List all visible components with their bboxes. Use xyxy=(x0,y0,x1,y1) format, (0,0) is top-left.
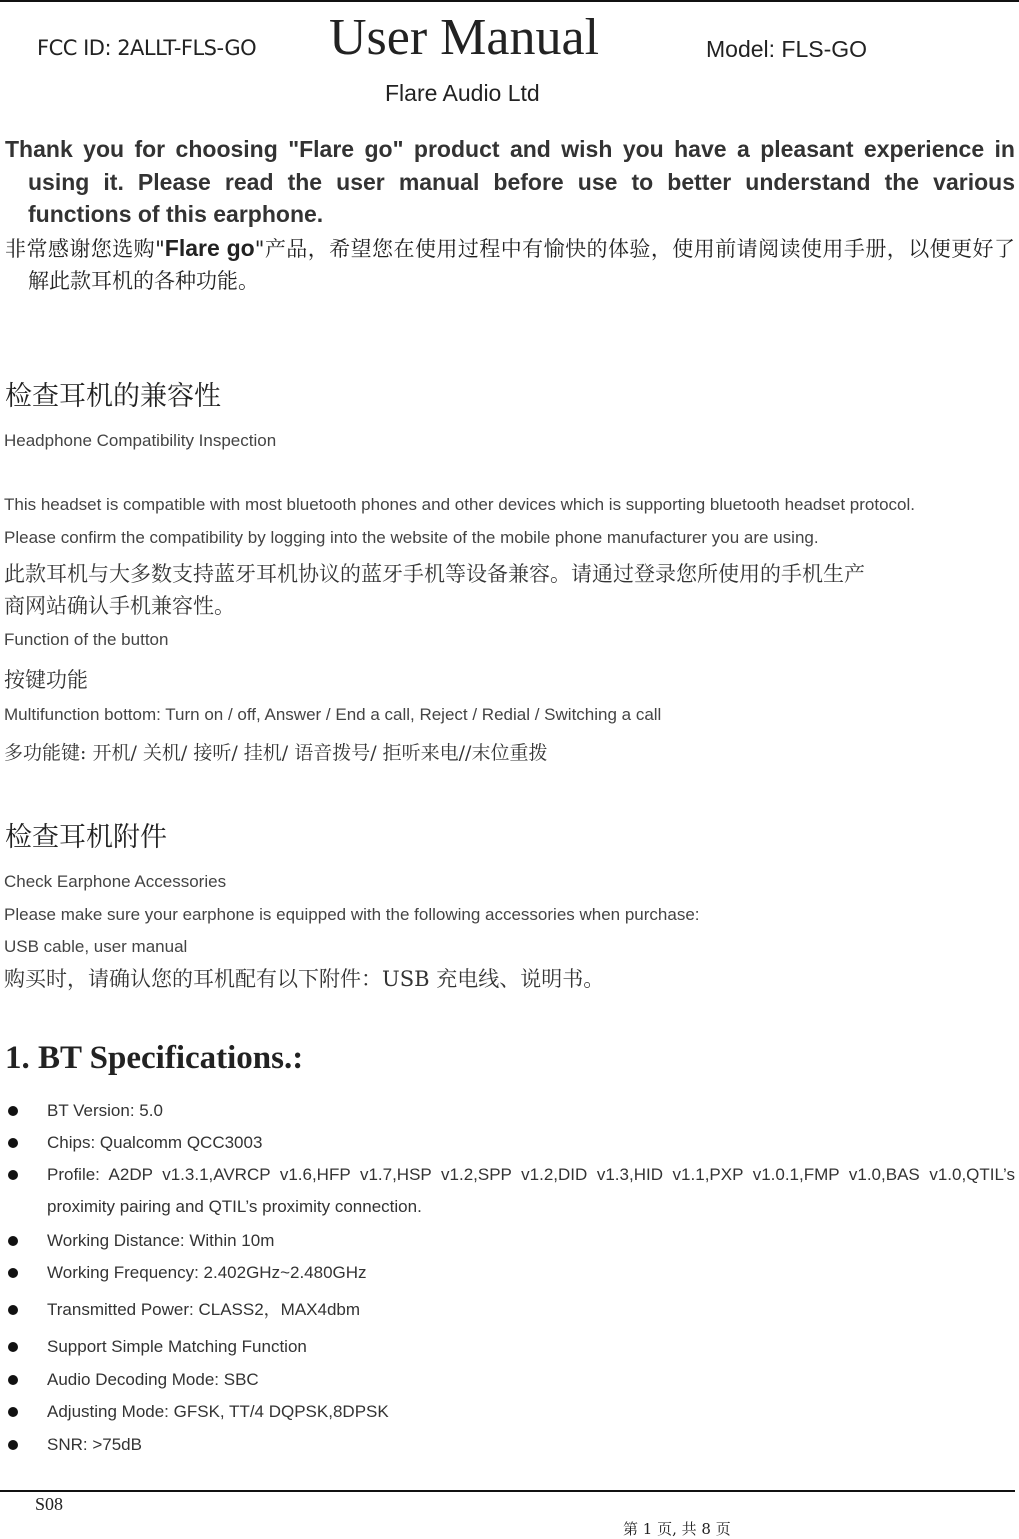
specs-heading: 1. BT Specifications.: xyxy=(5,1040,304,1076)
compatibility-heading-cn: 检查耳机的兼容性 xyxy=(5,381,221,412)
intro-chinese xyxy=(5,232,1015,297)
page-number: 第 1 页, 共 8 页 xyxy=(623,1520,731,1538)
compatibility-text-en-2: Please confirm the compatibility by logging into the website of the mobile phone manufacturer you are using. xyxy=(4,528,819,547)
bottom-rule xyxy=(0,1490,1015,1492)
spec-item-text: Transmitted Power: CLASS2，MAX4dbm xyxy=(47,1300,361,1319)
bullet-icon xyxy=(8,1170,18,1180)
function-heading-cn: 按键功能 xyxy=(4,668,88,692)
spec-item-text: BT Version: 5.0 xyxy=(47,1101,163,1120)
bullet-icon xyxy=(8,1268,18,1278)
intro-chinese-part2: "产品，希望您在使用过程中有愉快的体验，使用前请阅读使用手册，以便更好了解此款耳机的各种功能。 xyxy=(28,236,1016,293)
spec-item-text: Profile: A2DP v1.3.1,AVRCP v1.6,HFP v1.7,HSP v1.2,SPP v1.2,DID v1.3,HID v1.1,PXP v1.0.1,FMP v1.0,BAS v1.0,QTIL’s proximity pairing and QTIL’s proximity connection. xyxy=(47,1165,1015,1216)
spec-item-text: Adjusting Mode: GFSK, TT/4 DQPSK,8DPSK xyxy=(47,1402,389,1421)
fcc-id: FCC ID: 2ALLT-FLS-GO xyxy=(37,36,257,60)
intro-chinese-brand: Flare go xyxy=(164,234,255,261)
multifunction-cn: 多功能键: 开机/ 关机/ 接听/ 挂机/ 语音拨号/ 拒听来电//末位重拨 xyxy=(4,742,548,764)
intro-chinese-part1: 非常感谢您选购" xyxy=(5,236,165,261)
document-code: S08 xyxy=(35,1494,64,1514)
spec-item-text: Working Frequency: 2.402GHz~2.480GHz xyxy=(47,1263,367,1282)
accessories-heading-cn: 检查耳机附件 xyxy=(5,822,167,853)
accessories-text-2: USB cable, user manual xyxy=(4,937,188,956)
model-number: Model: FLS-GO xyxy=(706,36,868,62)
compatibility-text-cn-2: 商网站确认手机兼容性。 xyxy=(4,594,235,618)
compatibility-text-cn-1: 此款耳机与大多数支持蓝牙耳机协议的蓝牙手机等设备兼容。请通过登录您所使用的手机生产 xyxy=(4,562,865,586)
compatibility-heading-en: Headphone Compatibility Inspection xyxy=(4,431,277,450)
bullet-icon xyxy=(8,1407,18,1417)
bullet-icon xyxy=(8,1440,18,1450)
intro-english: Thank you for choosing "Flare go" product and wish you have a pleasant experience in using it. Please read the user manual before use to better understand the various functions of this earphone. xyxy=(5,136,1015,227)
accessories-heading-en: Check Earphone Accessories xyxy=(4,872,227,891)
bullet-icon xyxy=(8,1342,18,1352)
spec-item-text: Support Simple Matching Function xyxy=(47,1337,307,1356)
spec-item-text: Working Distance: Within 10m xyxy=(47,1231,275,1250)
compatibility-text-en-1: This headset is compatible with most bluetooth phones and other devices which is supporting bluetooth headset protocol. xyxy=(4,495,915,514)
bullet-icon xyxy=(8,1375,18,1385)
company-name: Flare Audio Ltd xyxy=(385,80,540,106)
function-heading-en: Function of the button xyxy=(4,630,169,649)
spec-item-text: Audio Decoding Mode: SBC xyxy=(47,1370,259,1389)
intro-section xyxy=(5,133,1015,297)
accessories-text-1: Please make sure your earphone is equipped with the following accessories when purchase: xyxy=(4,905,700,924)
spec-item-text: SNR: >75dB xyxy=(47,1435,142,1454)
document-title: User Manual xyxy=(329,9,600,66)
bullet-icon xyxy=(8,1138,18,1148)
multifunction-en: Multifunction bottom: Turn on / off, Answer / End a call, Reject / Redial / Switching a call xyxy=(4,705,662,724)
top-rule xyxy=(0,0,1019,2)
bullet-icon xyxy=(8,1106,18,1116)
accessories-text-cn: 购买时，请确认您的耳机配有以下附件：USB 充电线、说明书。 xyxy=(4,967,605,991)
spec-item-text: Chips: Qualcomm QCC3003 xyxy=(47,1133,263,1152)
bullet-icon xyxy=(8,1236,18,1246)
bullet-icon xyxy=(8,1305,18,1315)
